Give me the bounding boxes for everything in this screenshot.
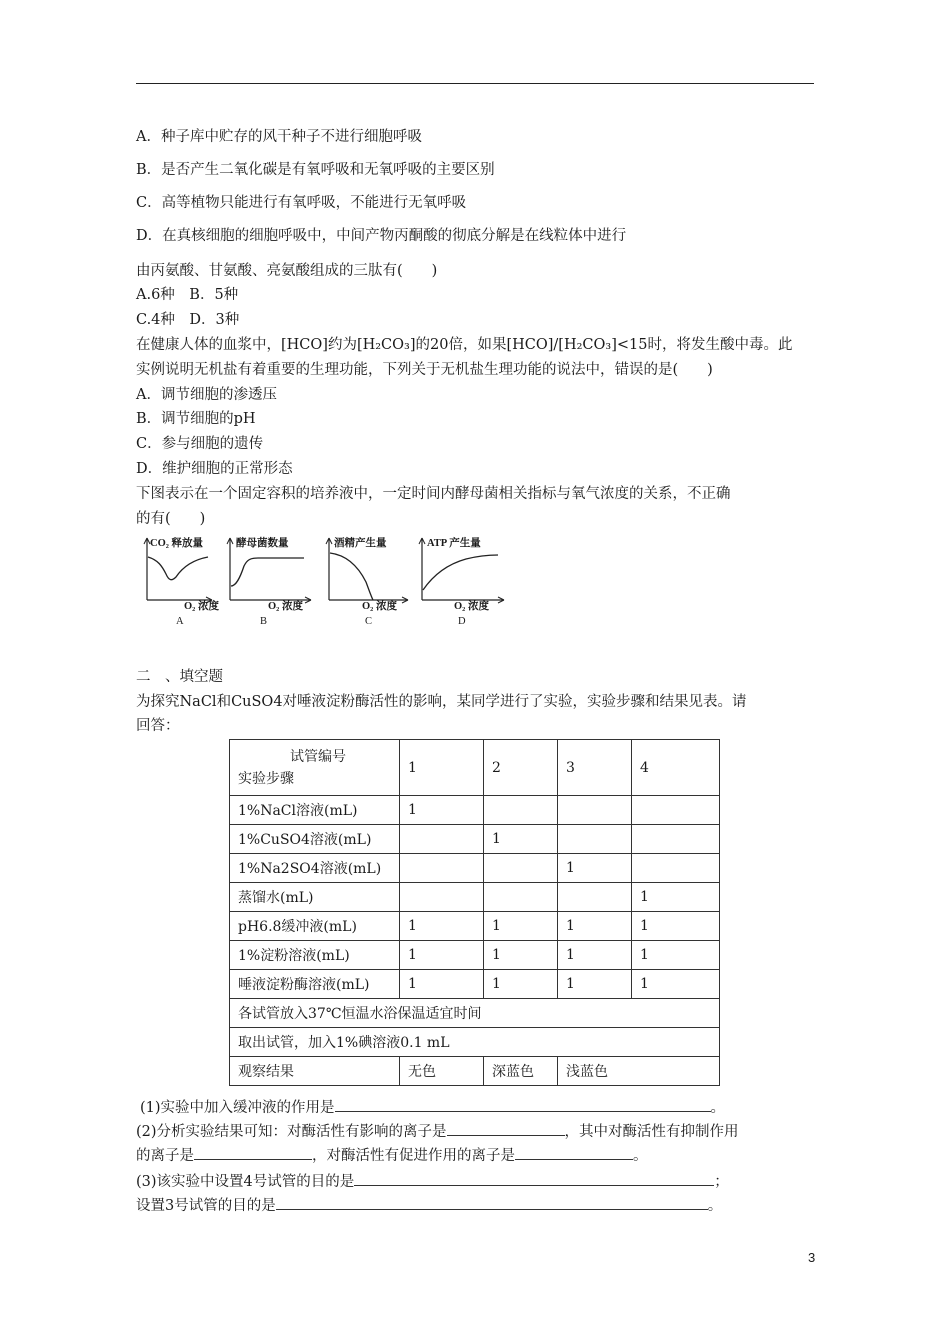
table-header-cell (230, 740, 400, 796)
chart-a-xlabel: O₂ 浓度 (184, 601, 219, 612)
page-number: 3 (808, 1250, 816, 1265)
yeast-stem-1: 下图表示在一个固定容积的培养液中，一定时间内酵母菌相关指标与氧气浓度的关系，不正确 (136, 486, 731, 502)
table-cell (558, 796, 632, 825)
table-row (230, 970, 720, 999)
span-row-iodine: 取出试管，加入1%碘溶液0.1 mL (230, 1028, 720, 1057)
row-label: 唾液淀粉酶溶液(mL) (230, 970, 400, 999)
table-row (230, 883, 720, 912)
table-row (230, 912, 720, 941)
table-cell: 1 (558, 941, 632, 970)
chart-a-ylabel: CO₂ 释放量 (150, 538, 204, 549)
q3-line-1 (136, 1169, 729, 1192)
table-cell (632, 825, 720, 854)
result-label: 观察结果 (230, 1057, 400, 1086)
salt-stem-1: 在健康人体的血浆中，[HCO]约为[H₂CO₃]的20倍，如果[HCO]/[H₂CO₃]<15时，将发生酸中毒。此 (136, 337, 793, 353)
q2-part4: ，对酶活性有促进作用的离子是 (312, 1148, 515, 1164)
chart-d-xlabel: O₂ 浓度 (454, 601, 489, 612)
q3-tube4-blank[interactable] (354, 1169, 714, 1186)
chart-b-ylabel: 酵母菌数量 (236, 538, 289, 549)
q1-line (140, 1095, 725, 1118)
q3-part1: (3)该实验中设置4号试管的目的是 (136, 1174, 355, 1190)
q2-inhibit-blank[interactable] (194, 1143, 312, 1160)
row-label: 1%CuSO4溶液(mL) (230, 825, 400, 854)
table-cell: 1 (400, 796, 484, 825)
table-header-row (230, 740, 720, 796)
row-label: 1%NaCl溶液(mL) (230, 796, 400, 825)
table-row (230, 999, 720, 1028)
tube-number: 4 (632, 740, 720, 796)
section-heading: 二 、填空题 (136, 669, 223, 685)
table-cell (558, 883, 632, 912)
q3-line-2 (136, 1193, 722, 1216)
q3-part2: 设置3号试管的目的是 (136, 1198, 276, 1214)
q2-part2: ，其中对酶活性有抑制作用 (564, 1124, 739, 1140)
yeast-stem-2: 的有( ) (136, 511, 206, 527)
q2-line-2 (136, 1143, 648, 1166)
table-cell (484, 854, 558, 883)
table-cell: 1 (632, 883, 720, 912)
salt-option-d: D．维护细胞的正常形态 (136, 461, 293, 477)
span-row-incubate: 各试管放入37℃恒温水浴保温适宜时间 (230, 999, 720, 1028)
table-cell (632, 854, 720, 883)
q3-end1: ； (714, 1174, 729, 1190)
salt-option-c: C．参与细胞的遗传 (136, 436, 264, 452)
yeast-charts (136, 528, 516, 630)
q3-end2: 。 (707, 1198, 723, 1214)
option-d: D．在真核细胞的细胞呼吸中，中间产物丙酮酸的彻底分解是在线粒体中进行 (136, 228, 627, 244)
tube-number: 1 (400, 740, 484, 796)
table-cell: 1 (558, 970, 632, 999)
table-cell: 1 (484, 941, 558, 970)
table-cell (558, 825, 632, 854)
q1-end: 。 (710, 1100, 726, 1116)
chart-b-letter: B (260, 616, 268, 627)
table-cell: 1 (484, 825, 558, 854)
table-row (230, 825, 720, 854)
chart-a-letter: A (176, 616, 184, 627)
chart-b (227, 536, 311, 627)
tripeptide-options-1: A.6种 B．5种 (136, 287, 239, 303)
table-cell: 1 (632, 912, 720, 941)
header-step-label: 实验步骤 (238, 770, 294, 787)
table-cell (484, 796, 558, 825)
chart-d (419, 536, 504, 627)
tube-number: 2 (484, 740, 558, 796)
table-cell: 1 (484, 970, 558, 999)
salt-option-a: A．调节细胞的渗透压 (136, 387, 277, 403)
chart-c-ylabel: 酒精产生量 (334, 538, 387, 549)
option-b: B．是否产生二氧化碳是有氧呼吸和无氧呼吸的主要区别 (136, 162, 495, 178)
chart-c-xlabel: O₂ 浓度 (362, 601, 397, 612)
chart-c-letter: C (365, 616, 373, 627)
q2-part1: (2)分析实验结果可知：对酶活性有影响的离子是 (136, 1124, 447, 1140)
table-row (230, 1057, 720, 1086)
tripeptide-options-2: C.4种 D．3种 (136, 312, 240, 328)
row-label: 1%Na2SO4溶液(mL) (230, 854, 400, 883)
q2-line-1 (136, 1119, 739, 1142)
header-rule (136, 83, 814, 84)
table-cell (400, 854, 484, 883)
q2-promote-blank[interactable] (515, 1143, 633, 1160)
experiment-table (229, 739, 720, 1086)
table-cell: 1 (400, 941, 484, 970)
row-label: 1%淀粉溶液(mL) (230, 941, 400, 970)
chart-d-ylabel: ATP 产生量 (427, 538, 481, 549)
table-row (230, 854, 720, 883)
tripeptide-stem: 由丙氨酸、甘氨酸、亮氨酸组成的三肽有( ) (136, 263, 438, 279)
table-cell: 1 (558, 912, 632, 941)
q1-answer-blank[interactable] (335, 1095, 711, 1112)
q2-end: 。 (633, 1148, 648, 1164)
row-label: pH6.8缓冲液(mL) (230, 912, 400, 941)
result-cell: 深蓝色 (484, 1057, 558, 1086)
section-intro-1: 为探究NaCl和CuSO4对唾液淀粉酶活性的影响，某同学进行了实验，实验步骤和结果见表。请 (136, 694, 747, 710)
table-cell (400, 883, 484, 912)
tube-number: 3 (558, 740, 632, 796)
q2-part3: 的离子是 (136, 1148, 194, 1164)
q2-ions-blank[interactable] (447, 1119, 565, 1136)
chart-d-letter: D (458, 616, 466, 627)
table-cell: 1 (484, 912, 558, 941)
table-row (230, 941, 720, 970)
option-c: C．高等植物只能进行有氧呼吸，不能进行无氧呼吸 (136, 195, 467, 211)
result-cell: 浅蓝色 (558, 1057, 720, 1086)
chart-a (144, 536, 219, 627)
table-cell (484, 883, 558, 912)
q1-text: (1)实验中加入缓冲液的作用是 (140, 1100, 335, 1116)
result-cell: 无色 (400, 1057, 484, 1086)
table-cell: 1 (558, 854, 632, 883)
salt-option-b: B．调节细胞的pH (136, 411, 256, 427)
table-cell: 1 (632, 970, 720, 999)
section-intro-2: 回答： (136, 718, 180, 734)
header-tube-label: 试管编号 (290, 748, 346, 765)
chart-b-xlabel: O₂ 浓度 (268, 601, 303, 612)
row-label: 蒸馏水(mL) (230, 883, 400, 912)
table-cell: 1 (632, 941, 720, 970)
table-row (230, 1028, 720, 1057)
q3-tube3-blank[interactable] (276, 1193, 708, 1210)
chart-c (326, 536, 408, 627)
table-cell (632, 796, 720, 825)
option-a: A．种子库中贮存的风干种子不进行细胞呼吸 (136, 129, 422, 145)
salt-stem-2: 实例说明无机盐有着重要的生理功能，下列关于无机盐生理功能的说法中，错误的是( ) (136, 362, 713, 378)
table-cell: 1 (400, 970, 484, 999)
table-row (230, 796, 720, 825)
table-cell: 1 (400, 912, 484, 941)
table-cell (400, 825, 484, 854)
